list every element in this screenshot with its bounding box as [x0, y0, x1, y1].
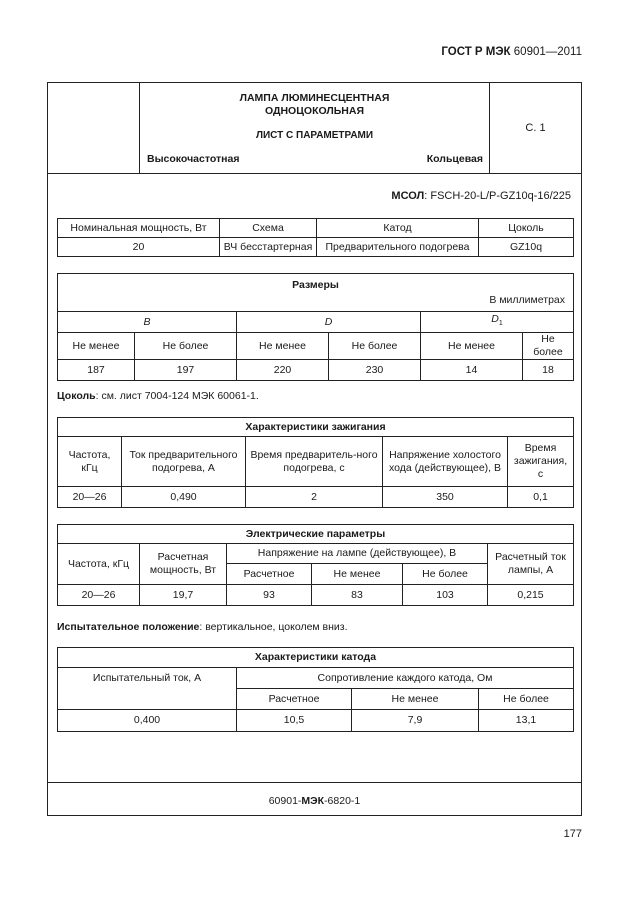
msol-designation: МСОЛ: FSCH-20-L/P-GZ10q-16/225: [391, 190, 571, 202]
sheet-subtitle: ЛИСТ С ПАРАМЕТРАМИ: [255, 130, 374, 141]
lamp-type-left: Высокочастотная: [147, 153, 240, 165]
page-label: С. 1: [489, 83, 581, 173]
header-left-cell: [48, 83, 140, 173]
standard-number: 60901—2011: [513, 46, 582, 58]
dimensions-table: Размеры В миллиметрах B D $D_1$ Не менее Не более Не менее Не более Не менее Не более 187 197 220 230 14 18: [57, 273, 574, 381]
electrical-table: Электрические параметры Частота, кГц Расчетная мощность, Вт Напряжение на лампе (действующее), В Расчетный ток лампы, А Расчетное Не менее Не более 20—26 19,7 93 83 103 0,215: [57, 524, 574, 606]
sheet-code: 60901-МЭК-6820-1: [268, 795, 361, 807]
ignition-table: Характеристики зажигания Частота, кГц Ток предварительного подогрева, А Время предваритель-ного подогрева, с Напряжение холостого хода (действующее), В Время зажигания, с 20—26 0,490 2 350 0,1: [57, 417, 574, 508]
lamp-type-right: Кольцевая: [426, 153, 483, 165]
sheet-title: ЛАМПА ЛЮМИНЕСЦЕНТНАЯ ОДНОЦОКОЛЬНАЯ: [239, 92, 390, 117]
general-table: Номинальная мощность, Вт Схема Катод Цоколь 20 ВЧ бесстартерная Предварительного подогрева GZ10q: [57, 218, 574, 257]
running-header: [0, 46, 582, 58]
standard-prefix: ГОСТ Р МЭК: [441, 46, 511, 58]
sheet-header: [48, 83, 581, 174]
base-note: Цоколь: см. лист 7004-124 МЭК 60061-1.: [57, 390, 259, 402]
cathode-table: Характеристики катода Испытательный ток, А Сопротивление каждого катода, Ом Расчетное Не менее Не более 0,400 10,5 7,9 13,1: [57, 647, 574, 732]
test-position-note: Испытательное положение: вертикальное, цоколем вниз.: [57, 621, 348, 633]
parameter-sheet-frame: [47, 82, 582, 816]
header-center-cell: [140, 83, 489, 173]
page-number: 177: [563, 828, 582, 840]
